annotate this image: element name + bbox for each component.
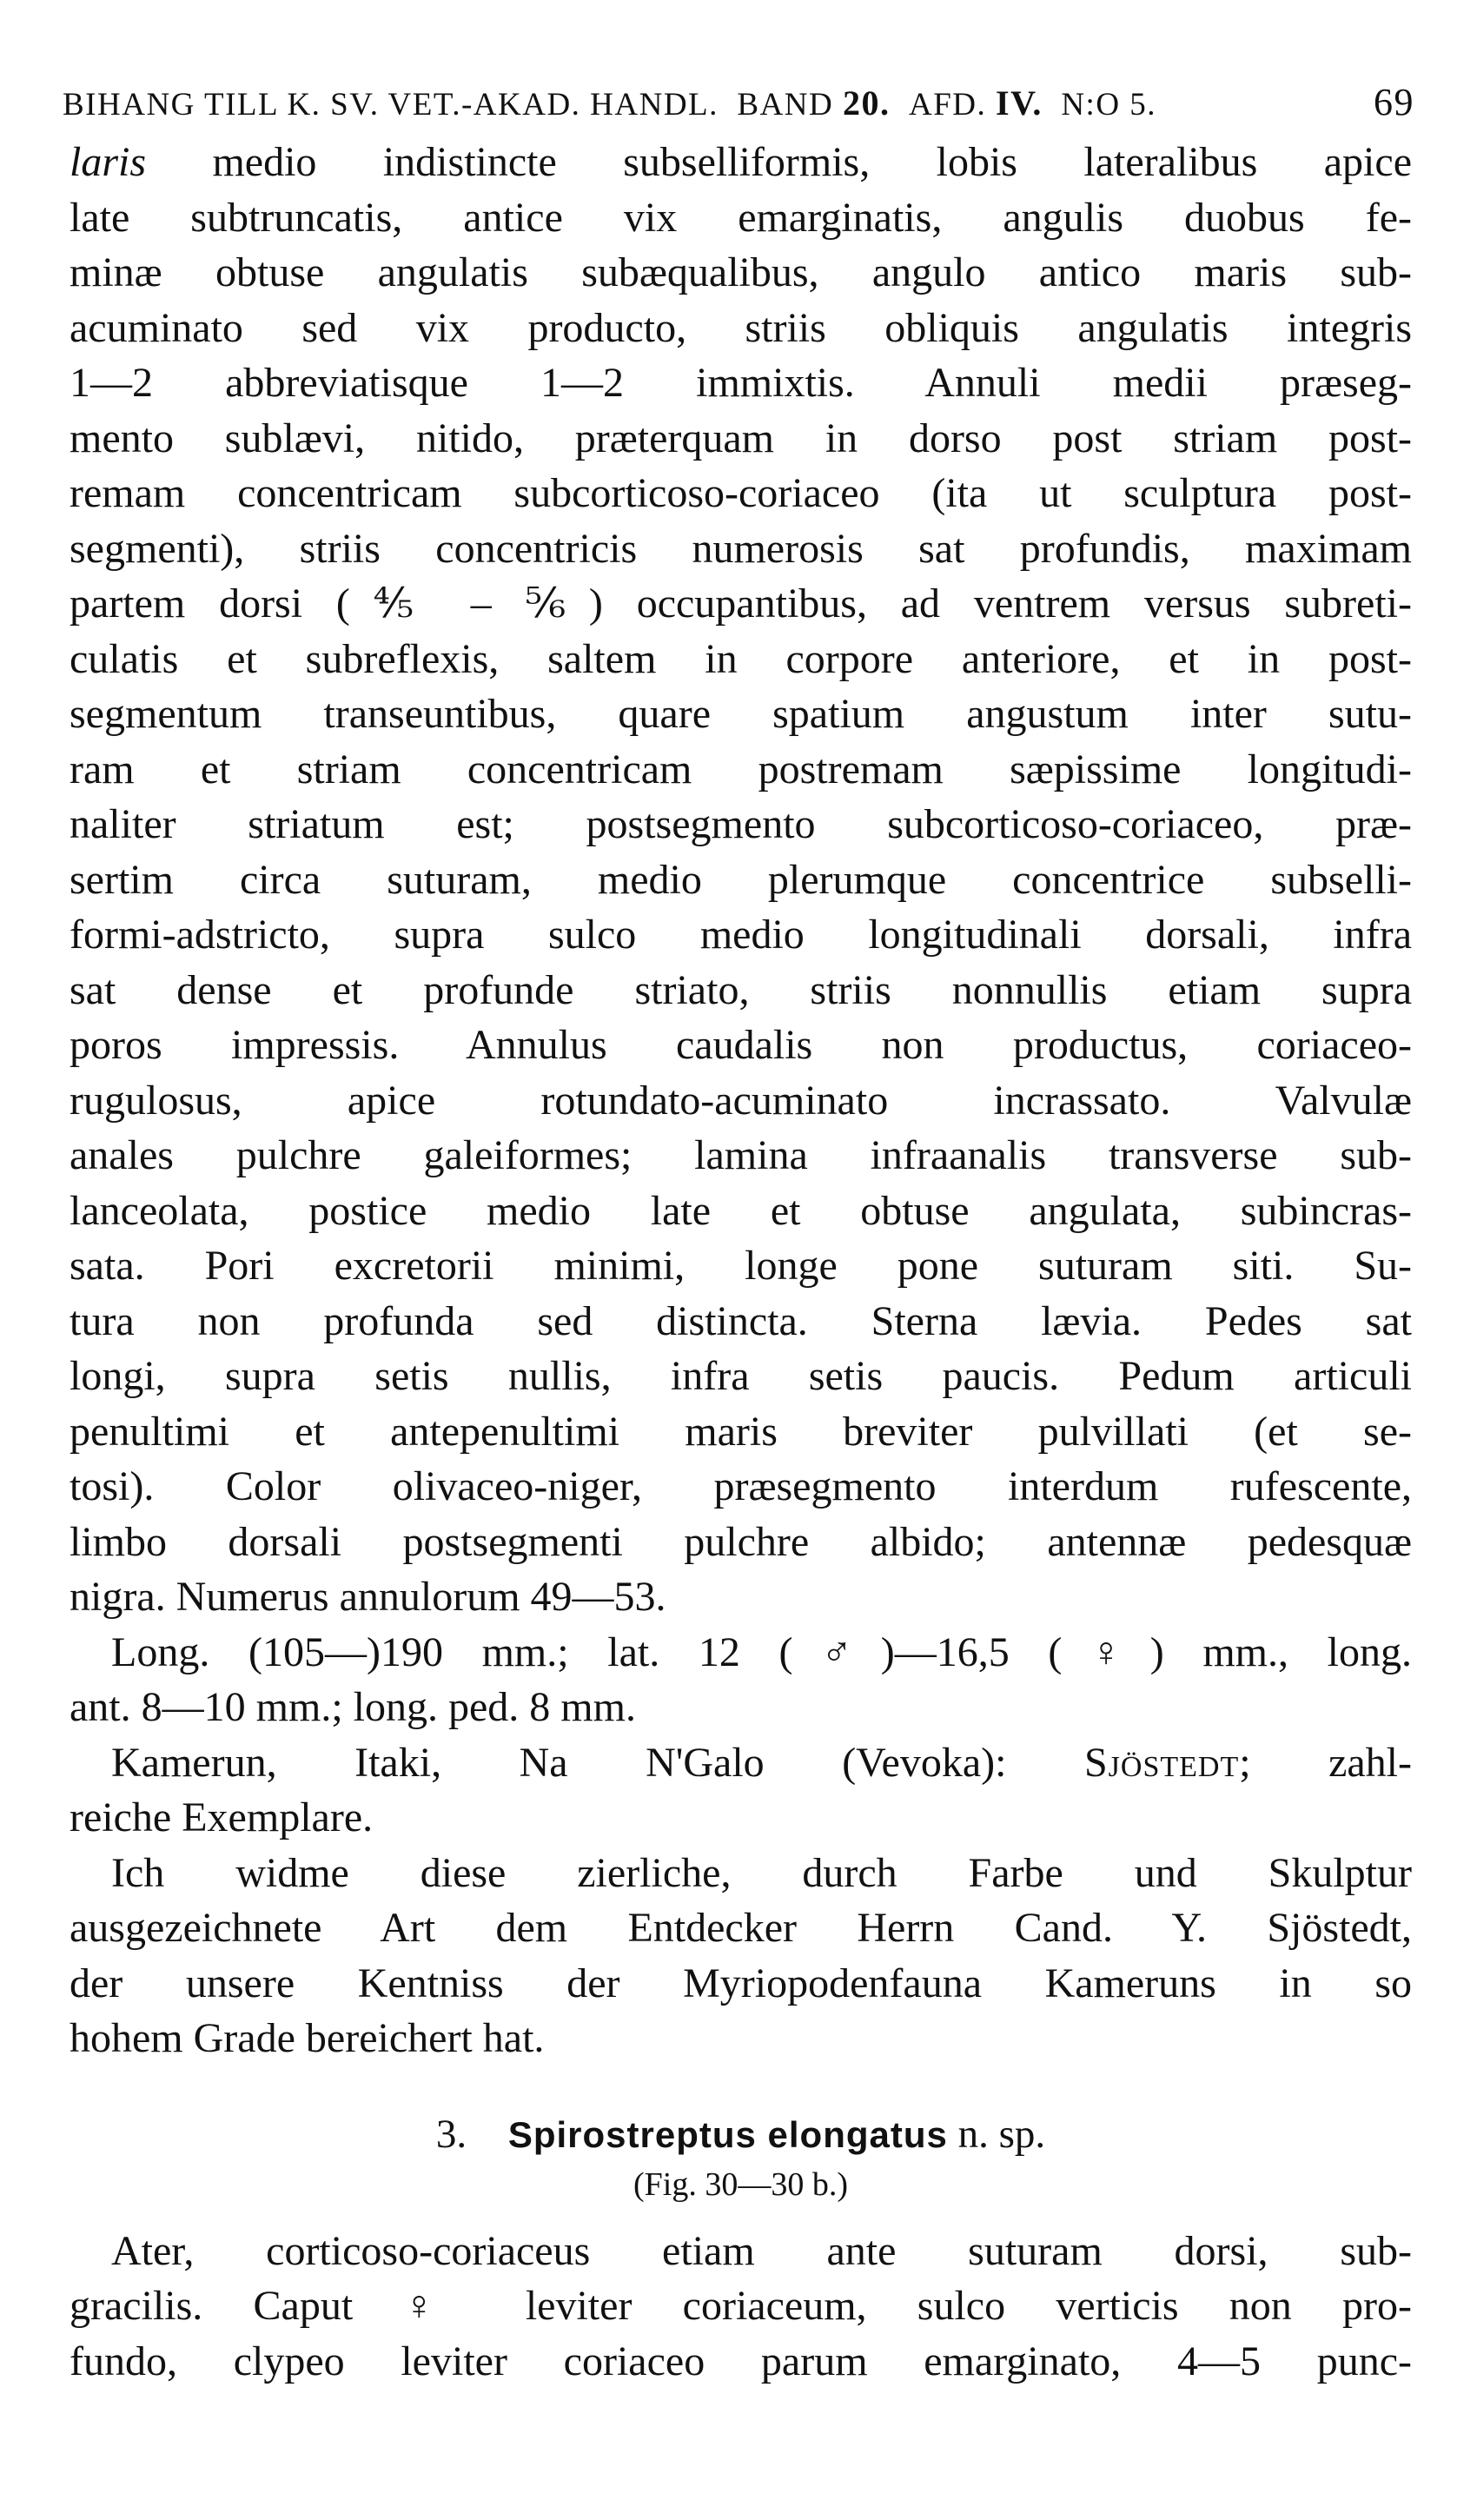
text-line: 1—2 abbreviatisque 1—2 immixtis. Annuli medii præseg- [70,360,1412,406]
species-suffix: n. sp. [957,2111,1046,2157]
text-line: Long. (105—)190 mm.; lat. 12 (♂)—16,5 (♀) mm., long. [111,1628,1412,1675]
page-number: 69 [1374,81,1414,123]
paragraph-species-description [70,2224,1412,2279]
figure-reference: (Fig. 30—30 b.) [633,2165,848,2203]
locality-text: Kamerun, Itaki, Na N'Galo (Vevoka): [111,1739,1084,1786]
text-line: mento sublævi, nitido, præterquam in dorso post striam post- [70,414,1412,461]
paragraph-dedication-cont [70,1900,1412,2066]
species-heading [70,2108,1412,2161]
paragraph-dedication [70,1846,1412,1901]
text-line: reiche Exemplare. [70,1794,374,1840]
text-line: acuminato sed vix producto, striis obliquis angulatis integris [70,304,1412,351]
afd-label: AFD. [909,87,987,123]
text-line: late subtruncatis, antice vix emarginatis, angulis duobus fe- [70,194,1412,241]
paragraph-measurements [70,1625,1412,1681]
text-line: poros impressis. Annulus caudalis non productus, coriaceo- [70,1022,1412,1068]
text-line [111,1735,1412,1791]
text-line: penultimi et antepenultimi maris breviter pulvillati (et se- [70,1408,1412,1455]
band-label: BAND [737,87,834,123]
paragraph-species-description-cont [70,2278,1412,2389]
text-line: sertim circa suturam, medio plerumque concentrice subselli- [70,856,1412,903]
issue-number: N:O 5. [1061,87,1157,123]
species-number: 3. [435,2111,467,2157]
text-line: rugulosus, apice rotundato-acuminato incrassato. Valvulæ [70,1077,1412,1124]
text-line: longi, supra setis nullis, infra setis paucis. Pedum articuli [70,1353,1412,1399]
text-line: tura non profunda sed distincta. Sterna lævia. Pedes sat [70,1297,1412,1344]
species-name: Spirostreptus elongatus [507,2113,948,2155]
afd-number: IV. [996,83,1043,123]
text-line: Ich widme diese zierliche, durch Farbe und Skulptur [111,1849,1412,1896]
text-line: remam concentricam subcorticoso-coriaceo (ita ut sculptura post- [70,470,1412,516]
journal-title: BIHANG TILL K. SV. VET.-AKAD. HANDL. [63,87,719,123]
text-line: tosi). Color olivaceo-niger, præsegmento interdum rufescente, [70,1463,1412,1509]
text-line: lanceolata, postice medio late et obtuse angulata, subincras- [70,1187,1412,1234]
text-line: culatis et subreflexis, saltem in corpore anteriore, et in post- [70,635,1412,682]
paragraph-locality-cont [70,1790,1412,1846]
text-line: gracilis. Caput ♀ leviter coriaceum, sulco verticis non pro- [70,2283,1412,2329]
main-text [70,135,1412,2389]
text-line: segmenti), striis concentricis numerosis sat profundis, maximam [70,525,1412,572]
text-line: segmentum transeuntibus, quare spatium angustum inter sutu- [70,691,1412,737]
text-line: formi-adstricto, supra sulco medio longitudinali dorsali, infra [70,912,1412,958]
text-line: limbo dorsali postsegmenti pulchre albido; antennæ pedesquæ [70,1518,1412,1565]
text-line: sata. Pori excretorii minimi, longe pone suturam siti. Su- [70,1243,1412,1289]
locality-rest: ; zahl- [1239,1739,1412,1786]
text-line: ram et striam concentricam postremam sæpissime longitudi- [70,746,1412,792]
paragraph-locality [70,1735,1412,1791]
collector-name: Sjöstedt [1083,1739,1240,1786]
line-text: medio indistincte subselliformis, lobis lateralibus apice [146,139,1412,185]
header-journal [63,83,1156,123]
text-line: nigra. Numerus annulorum 49—53. [70,1574,666,1620]
paragraph-measurements-cont [70,1680,1412,1735]
paragraph-description [70,135,1412,1625]
text-line: sat dense et profunde striato, striis nonnullis etiam supra [70,966,1412,1013]
text-line: laris medio indistincte subselliformis, lobis lateralibus apice [70,139,1412,185]
text-line: anales pulchre galeiformes; lamina infraanalis transverse sub- [70,1132,1412,1178]
text-line: ant. 8—10 mm.; long. ped. 8 mm. [70,1684,636,1730]
text-line: naliter striatum est; postsegmento subcorticoso-coriaceo, præ- [70,801,1412,847]
text-line: minæ obtuse angulatis subæqualibus, angulo antico maris sub- [70,249,1412,295]
text-line: hohem Grade bereichert hat. [70,2015,545,2061]
running-header [63,80,1414,132]
text-line: Ater, corticoso-coriaceus etiam ante suturam dorsi, sub- [111,2227,1412,2274]
text-line: partem dorsi (⅘ – ⅚) occupantibus, ad ventrem versus subreti- [70,580,1412,627]
text-line: der unsere Kentniss der Myriopodenfauna Kameruns in so [70,1960,1412,2006]
band-number: 20. [843,83,891,123]
text-line: fundo, clypeo leviter coriaceo parum emarginato, 4—5 punc- [70,2338,1412,2384]
text-line: ausgezeichnete Art dem Entdecker Herrn Cand. Y. Sjöstedt, [70,1905,1412,1951]
